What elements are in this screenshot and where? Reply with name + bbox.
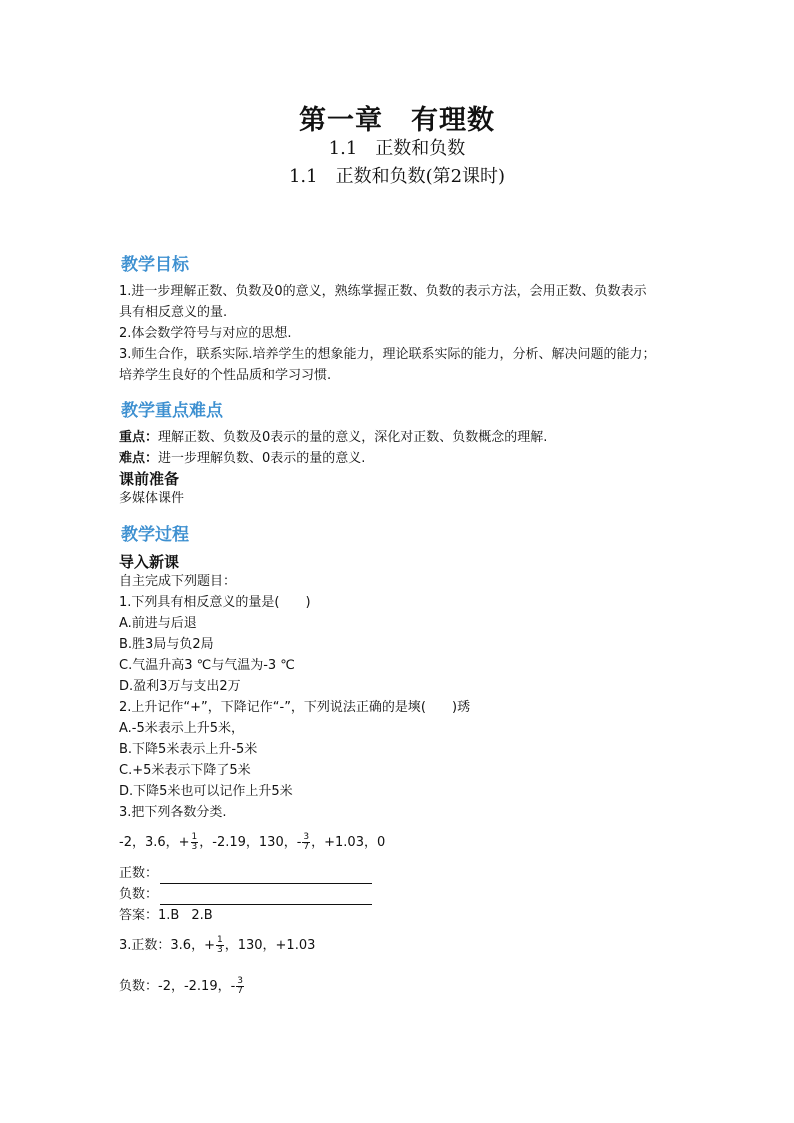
question-2-option-a: A.-5米表示上升5米，: [119, 721, 245, 736]
chapter-title: 第一章 有理数: [299, 105, 495, 136]
answer-2: 2.B: [191, 908, 213, 923]
difficult-text: 进一步理解负数、0表示的量的意义.: [158, 451, 366, 466]
process-heading: 教学过程: [121, 525, 189, 545]
answer-3-positive: [119, 933, 315, 959]
objective-line-3: 2.体会数学符号与对应的思想.: [119, 326, 292, 341]
fraction-numerator: 1: [191, 832, 198, 842]
fraction-numerator: 1: [216, 935, 223, 945]
negative-blank-line: [119, 884, 372, 905]
number-list-part-c: ，+1.03，0: [311, 835, 386, 850]
negative-label: 负数：: [119, 887, 159, 902]
section-title: 1.1 正数和负数: [328, 138, 466, 159]
fraction-denominator: 7: [237, 986, 244, 996]
question-1-option-c: C.气温升高3 ℃与气温为-3 ℃: [119, 658, 295, 673]
key-point-line: [119, 427, 547, 448]
objective-line-4: 3.师生合作，联系实际.培养学生的想象能力，理论联系实际的能力，分析、解决问题的能力；: [119, 347, 656, 362]
question-2-option-b: B.下降5米表示上升-5米: [119, 742, 258, 757]
answer-3-part-a: 3.正数：3.6，+: [119, 938, 215, 953]
key-text: 理解正数、负数及0表示的量的意义，深化对正数、负数概念的理解.: [158, 430, 548, 445]
positive-label: 正数：: [119, 866, 159, 881]
preparation-text: 多媒体课件: [119, 491, 185, 506]
fraction-one-third: [191, 833, 199, 852]
question-2: 2.上升记作“+”，下降记作“-”，下列说法正确的是塽( )琇: [119, 700, 471, 715]
preparation-heading: 课前准备: [119, 470, 180, 488]
number-list-part-a: -2，3.6，+: [119, 835, 190, 850]
key-points-heading: 教学重点难点: [121, 401, 223, 421]
fraction-denominator: 3: [191, 842, 198, 852]
difficult-point-line: [119, 448, 365, 469]
question-3: 3.把下列各数分类.: [119, 805, 227, 820]
fraction-numerator: 3: [303, 832, 310, 842]
answer-3-negative: [119, 974, 245, 1000]
key-label: 重点：: [119, 430, 159, 445]
positive-blank-line: [119, 863, 372, 884]
question-1-option-d: D.盈利3万与支出2万: [119, 679, 241, 694]
difficult-label: 难点：: [119, 451, 159, 466]
fraction-one-third: [216, 936, 224, 955]
fraction-denominator: 3: [216, 945, 223, 955]
question-1-option-a: A.前进与后退: [119, 616, 197, 631]
fraction-three-sevenths: [302, 833, 310, 852]
question-1-option-b: B.胜3局与负2局: [119, 637, 214, 652]
intro-heading: 导入新课: [119, 553, 180, 571]
answer-line: [119, 905, 213, 926]
positive-answer-blank: [160, 869, 372, 884]
number-list-part-b: ，-2.19，130，-: [199, 835, 302, 850]
answer-label: 答案：: [119, 908, 159, 923]
question-2-option-c: C.+5米表示下降了5米: [119, 763, 251, 778]
objective-line-1: 1.进一步理解正数、负数及0的意义，熟练掌握正数、负数的表示方法，会用正数、负数表示: [119, 284, 647, 299]
fraction-denominator: 7: [303, 842, 310, 852]
answer-3-part-b: ，130，+1.03: [224, 938, 316, 953]
negative-answer-blank: [160, 890, 372, 905]
objectives-heading: 教学目标: [121, 255, 189, 275]
fraction-numerator: 3: [237, 976, 244, 986]
answer-3-negative-part-a: 负数：-2，-2.19，-: [119, 979, 236, 994]
objective-line-2: 具有相反意义的量.: [119, 305, 228, 320]
question-2-option-d: D.下降5米也可以记作上升5米: [119, 784, 293, 799]
intro-text: 自主完成下列题目：: [119, 574, 237, 589]
fraction-three-sevenths: [236, 977, 244, 996]
answer-1: 1.B: [158, 908, 180, 923]
objective-line-5: 培养学生良好的个性品质和学习习惯.: [119, 368, 332, 383]
question-1: 1.下列具有相反意义的量是( ): [119, 595, 311, 610]
question-3-number-list: [119, 830, 385, 856]
lesson-title: 1.1 正数和负数(第2课时): [288, 166, 506, 187]
